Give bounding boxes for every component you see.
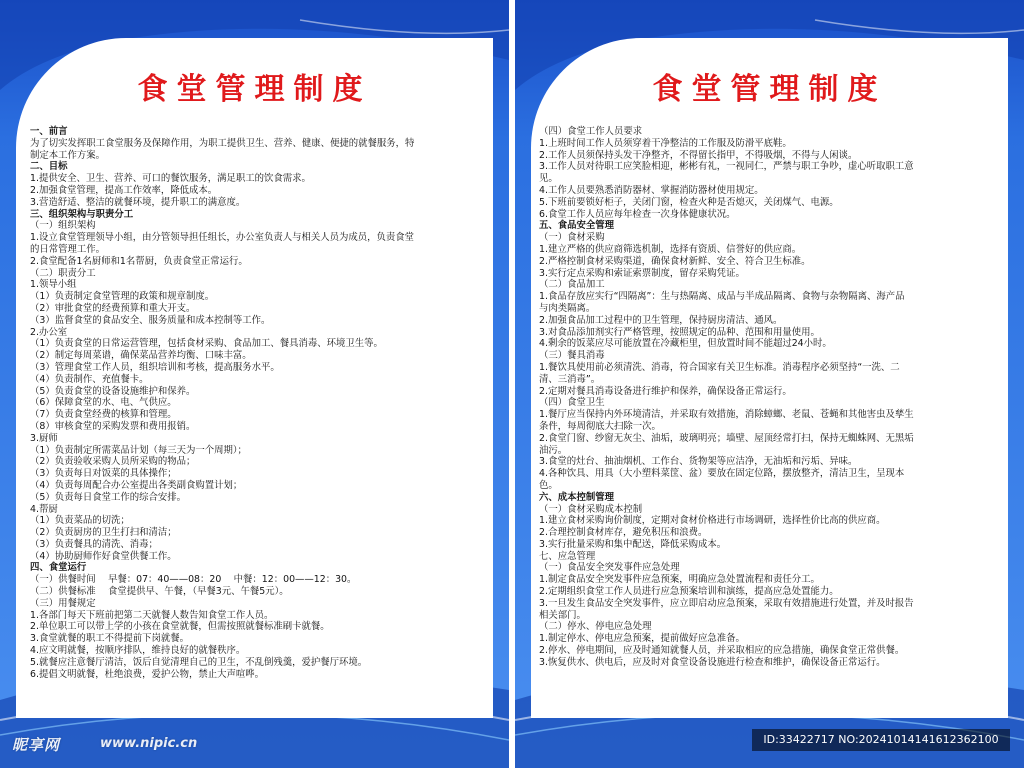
body-line: （7）负责食堂经费的核算和管理。 bbox=[30, 409, 177, 421]
body-line: 1.餐厅应当保持内外环境清洁，并采取有效措施，消除蟑螂、老鼠、苍蝇和其他害虫及孳生 bbox=[539, 409, 914, 421]
body-line: （二）食品加工 bbox=[539, 279, 605, 291]
body-line: 七、应急管理 bbox=[539, 550, 596, 562]
body-line: 3.工作人员对待职工应笑脸相迎，彬彬有礼，一视同仁，严禁与职工争吵，虚心听取职工意 bbox=[539, 161, 914, 173]
body-line: （三）用餐规定 bbox=[30, 597, 96, 609]
body-line: 2.严格控制食材采购渠道，确保食材新鲜、安全、符合卫生标准。 bbox=[539, 255, 811, 267]
body-line: （3）管理食堂工作人员，组织培训和考核，提高服务水平。 bbox=[30, 361, 280, 373]
left-panel bbox=[0, 0, 509, 768]
body-line: 清、三消毒”。 bbox=[539, 373, 601, 385]
watermark-url: www.nipic.cn bbox=[100, 736, 198, 751]
body-line: 相关部门。 bbox=[539, 609, 586, 621]
body-line: （2）负责厨房的卫生打扫和清洁； bbox=[30, 527, 177, 539]
body-line: （一）供餐时间 早餐：07：40——08：20 中餐：12：00——12：30。 bbox=[30, 574, 357, 586]
body-line: 3.食堂就餐的职工不得提前下岗就餐。 bbox=[30, 633, 189, 645]
body-line: 色。 bbox=[539, 479, 558, 491]
body-line: （四）食堂卫生 bbox=[539, 397, 605, 409]
body-line: 3.实行定点采购和索证索票制度，留存采购凭证。 bbox=[539, 267, 745, 279]
body-line: 2.加强食堂管理，提高工作效率，降低成本。 bbox=[30, 184, 218, 196]
body-line: （1）负责制定食堂管理的政策和规章制度。 bbox=[30, 291, 215, 303]
body-line: （5）负责食堂的设备设施维护和保养。 bbox=[30, 385, 196, 397]
body-line: （3）监督食堂的食品安全、服务质量和成本控制等工作。 bbox=[30, 314, 271, 326]
body-line: 3.厨师 bbox=[30, 432, 58, 444]
body-line: 见。 bbox=[539, 173, 558, 185]
body-line: 2.食堂配备1名厨师和1名帮厨，负责食堂正常运行。 bbox=[30, 255, 248, 267]
body-line: 3.恢复供水、供电后，应及时对食堂设备设施进行检查和维护，确保设备正常运行。 bbox=[539, 656, 886, 668]
body-line: 1.食品存放应实行“四隔离”：生与热隔离、成品与半成品隔离、食物与杂物隔离、海产品 bbox=[539, 291, 905, 303]
body-line: 6.食堂工作人员应每年检查一次身体健康状况。 bbox=[539, 208, 736, 220]
body-line: 1.各部门每天下班前把第二天就餐人数告知食堂工作人员。 bbox=[30, 609, 274, 621]
body-line: 2.工作人员须保持头发干净整齐，不得留长指甲，不得吸烟，不得与人闲谈。 bbox=[539, 149, 858, 161]
body-line: 2.定期组织食堂工作人员进行应急预案培训和演练，提高应急处置能力。 bbox=[539, 586, 839, 598]
body-line: 3.一旦发生食品安全突发事件，应立即启动应急预案，采取有效措施进行处置，并及时报告 bbox=[539, 597, 914, 609]
body-line: （5）负责每日食堂工作的综合安排。 bbox=[30, 491, 186, 503]
body-line: 1.上班时间工作人员须穿着干净整洁的工作服及防滑平底鞋。 bbox=[539, 137, 792, 149]
body-line: 1.制定停水、停电应急预案，提前做好应急准备。 bbox=[539, 633, 745, 645]
body-line: （一）食品安全突发事件应急处理 bbox=[539, 562, 680, 574]
section-heading: 三、组织架构与职责分工 bbox=[30, 208, 134, 220]
body-line: 1.建立食材采购询价制度，定期对食材价格进行市场调研，选择性价比高的供应商。 bbox=[539, 515, 886, 527]
right-panel bbox=[515, 0, 1024, 768]
body-line: 条件，每周彻底大扫除一次。 bbox=[539, 420, 661, 432]
section-heading: 四、食堂运行 bbox=[30, 562, 87, 574]
section-heading: 一、前言 bbox=[30, 126, 68, 137]
right-body-text bbox=[539, 126, 1009, 669]
body-line: （一）食材采购 bbox=[539, 232, 605, 244]
body-line: 1.设立食堂管理领导小组，由分管领导担任组长，办公室负责人与相关人员为成员，负责食堂 bbox=[30, 232, 414, 244]
body-line: （二）停水、停电应急处理 bbox=[539, 621, 652, 633]
body-line: （1）负责菜品的切洗； bbox=[30, 515, 130, 527]
body-line: 3.营造舒适、整洁的就餐环境，提升职工的满意度。 bbox=[30, 196, 246, 208]
body-line: 2.食堂门窗、纱窗无灰尘、油垢，玻璃明亮；墙壁、屋顶经常打扫，保持无蜘蛛网、无黑垢 bbox=[539, 432, 914, 444]
body-line: （4）负责每周配合办公室提出各类副食购置计划； bbox=[30, 479, 243, 491]
body-line: 2.合理控制食材库存，避免积压和浪费。 bbox=[539, 527, 708, 539]
body-line: 3.实行批量采购和集中配送，降低采购成本。 bbox=[539, 538, 727, 550]
left-body-text bbox=[30, 126, 492, 680]
body-line: 为了切实发挥职工食堂服务及保障作用，为职工提供卫生、营养、健康、便捷的就餐服务，特 bbox=[30, 137, 415, 149]
image-id-bar: ID:33422717 NO:20241014141612362100 bbox=[752, 729, 1010, 751]
body-line: 4.帮厨 bbox=[30, 503, 58, 515]
section-heading: 五、食品安全管理 bbox=[539, 220, 615, 232]
body-line: （3）负责每日对饭菜的具体操作； bbox=[30, 468, 177, 480]
body-line: （二）职责分工 bbox=[30, 267, 96, 279]
body-line: （二）供餐标准 食堂提供早、午餐，（早餐3元、午餐5元）。 bbox=[30, 586, 289, 598]
body-line: （一）组织架构 bbox=[30, 220, 96, 232]
watermark-logo: 昵享网 bbox=[12, 736, 61, 754]
body-line: 4.剩余的饭菜应尽可能放置在冷藏柜里，但放置时间不能超过24小时。 bbox=[539, 338, 832, 350]
body-line: 3.食堂的灶台、抽油烟机、工作台、货物架等应洁净，无油垢和污垢、异味。 bbox=[539, 456, 858, 468]
body-line: （1）负责食堂的日常运营管理，包括食材采购、食品加工、餐具消毒、环境卫生等。 bbox=[30, 338, 383, 350]
section-heading: 二、目标 bbox=[30, 161, 68, 173]
body-line: 4.工作人员要熟悉消防器材、掌握消防器材使用规定。 bbox=[539, 184, 764, 196]
body-line: 2.单位职工可以带上学的小孩在食堂就餐，但需按照就餐标准刷卡就餐。 bbox=[30, 621, 330, 633]
body-line: 3.对食品添加剂实行严格管理，按照规定的品种、范围和用量使用。 bbox=[539, 326, 820, 338]
body-line: （4）负责制作、充值餐卡。 bbox=[30, 373, 149, 385]
body-line: （3）负责餐具的清洗、消毒； bbox=[30, 538, 158, 550]
body-line: 2.定期对餐具消毒设备进行维护和保养，确保设备正常运行。 bbox=[539, 385, 792, 397]
body-line: 4.各种饮具、用具（大小塑料菜筐、盆）要放在固定位路，摆放整齐，清洁卫生，呈现本 bbox=[539, 468, 905, 480]
body-line: 油污。 bbox=[539, 444, 568, 456]
body-line: （6）保障食堂的水、电、气供应。 bbox=[30, 397, 177, 409]
body-line: 1.餐饮具使用前必须清洗、消毒，符合国家有关卫生标准。消毒程序必须坚持“一洗、二 bbox=[539, 361, 900, 373]
body-line: 1.提供安全、卫生、营养、可口的餐饮服务，满足职工的饮食需求。 bbox=[30, 173, 311, 185]
body-line: 6.提倡文明就餐，杜绝浪费，爱护公物，禁止大声喧哗。 bbox=[30, 668, 264, 680]
body-line: （2）制定每周菜谱，确保菜品营养均衡、口味丰富。 bbox=[30, 350, 252, 362]
body-line: （四）食堂工作人员要求 bbox=[539, 126, 643, 137]
body-line: 2.办公室 bbox=[30, 326, 68, 338]
body-line: 与肉类隔离。 bbox=[539, 302, 596, 314]
body-line: （2）审批食堂的经费预算和重大开支。 bbox=[30, 302, 196, 314]
body-line: （三）餐具消毒 bbox=[539, 350, 605, 362]
body-line: 1.领导小组 bbox=[30, 279, 77, 291]
body-line: （2）负责验收采购人员所采购的物品； bbox=[30, 456, 196, 468]
body-line: （1）负责制定所需菜品计划（每三天为一个周期）； bbox=[30, 444, 247, 456]
body-line: 5.就餐应注意餐厅清洁，饭后自觉清理自己的卫生，不乱倒残羹，爱护餐厅环境。 bbox=[30, 656, 368, 668]
left-title: 食堂管理制度 bbox=[137, 72, 372, 107]
section-heading: 六、成本控制管理 bbox=[539, 491, 615, 503]
body-line: 2.停水、停电期间，应及时通知就餐人员，并采取相应的应急措施，确保食堂正常供餐。 bbox=[539, 645, 905, 657]
body-line: 1.制定食品安全突发事件应急预案，明确应急处置流程和责任分工。 bbox=[539, 574, 820, 586]
body-line: 1.建立严格的供应商筛选机制，选择有资质、信誉好的供应商。 bbox=[539, 243, 802, 255]
right-title: 食堂管理制度 bbox=[652, 72, 887, 107]
body-line: （一）食材采购成本控制 bbox=[539, 503, 643, 515]
body-line: （4）协助厨师作好食堂供餐工作。 bbox=[30, 550, 177, 562]
body-line: 5.下班前要锁好柜子，关闭门窗，检查火种是否熄灭，关闭煤气、电源。 bbox=[539, 196, 839, 208]
body-line: 2.加强食品加工过程中的卫生管理，保持厨房清洁、通风。 bbox=[539, 314, 783, 326]
body-line: （8）审核食堂的采购发票和费用报销。 bbox=[30, 420, 196, 432]
body-line: 4.应文明就餐，按顺序排队，维持良好的就餐秩序。 bbox=[30, 645, 246, 657]
body-line: 制定本工作方案。 bbox=[30, 149, 106, 161]
body-line: 的日常管理工作。 bbox=[30, 243, 106, 255]
